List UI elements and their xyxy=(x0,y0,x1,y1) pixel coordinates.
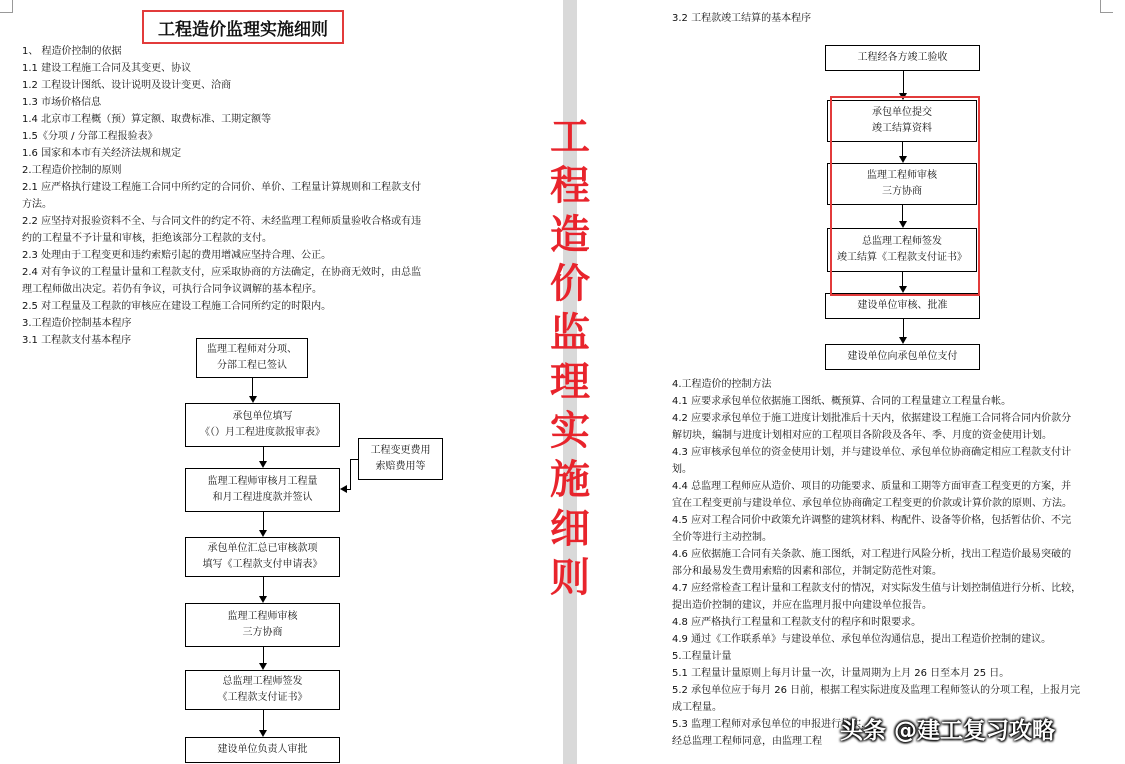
arrow-down-icon xyxy=(259,730,267,737)
flow-connector xyxy=(350,459,351,489)
right-text-body xyxy=(672,376,1122,750)
document-title xyxy=(142,10,344,44)
text-line: 4.7 应经常检查工程计量和工程款支付的情况，对实际发生值与计划控制值进行分析、比较， xyxy=(672,583,1082,594)
flow-step-text: 建设单位向承包单位支付 xyxy=(847,351,958,362)
text-line: 4.4 总监理工程师应从造价、项目的功能要求、质量和工期等方面审查工程变更的方案，并 xyxy=(672,481,1072,492)
text-line: 方法。 xyxy=(22,199,52,210)
flow-step-text: 承包单位提交 xyxy=(872,107,932,118)
flow-step-text: 三方协商 xyxy=(242,627,283,638)
text-line: 1.3 市场价格信息 xyxy=(22,97,102,108)
text-line: 2.2 应坚持对报验资料不全、与合同文件的约定不符、未经监理工程师质量验收合格或有违 xyxy=(22,216,422,227)
left-text-body xyxy=(22,43,522,349)
flow-step-box xyxy=(825,293,980,319)
flow-step-text: 和月工程进度款并签认 xyxy=(212,492,313,503)
section-heading: 3.2 工程款竣工结算的基本程序 xyxy=(672,13,812,24)
flow-connector xyxy=(252,378,253,397)
page-corner-mark xyxy=(0,0,13,13)
text-line: 1.4 北京市工程概（预）算定额、取费标准、工期定额等 xyxy=(22,114,272,125)
arrow-down-icon xyxy=(259,596,267,603)
flow-step-text: 建设单位审核、批准 xyxy=(857,300,948,311)
flow-step-text: 监理工程师审核月工程量 xyxy=(207,476,318,487)
text-line: 3.工程造价控制基本程序 xyxy=(22,318,132,329)
flow-step-box xyxy=(185,468,340,512)
text-line: 5.3 监理工程师对承包单位的申报进行核实， xyxy=(672,719,872,730)
text-line: 1.1 建设工程施工合同及其变更、协议 xyxy=(22,63,192,74)
side-input-text: 索赔费用等 xyxy=(375,461,426,472)
flow-step-text: 《（）月工程进度款报审表》 xyxy=(200,427,325,438)
vertical-title-char: 实 xyxy=(550,407,590,454)
flow-step-box xyxy=(185,403,340,447)
text-line: 2.1 应严格执行建设工程施工合同中所约定的合同价、单价、工程量计算规则和工程款支付 xyxy=(22,182,422,193)
flow-step-box xyxy=(185,670,340,710)
text-line: 划。 xyxy=(672,464,692,475)
flow-step-box xyxy=(185,537,340,577)
flow-step-box xyxy=(185,603,340,647)
text-line: 3.1 工程款支付基本程序 xyxy=(22,335,132,346)
text-line: 1.5《分项 / 分部工程报验表》 xyxy=(22,131,158,142)
flow-step-box xyxy=(825,344,980,370)
text-line: 2.3 处理由于工程变更和违约索赔引起的费用增减应坚持合理、公正。 xyxy=(22,250,332,261)
text-line: 1、 程造价控制的依据 xyxy=(22,46,122,57)
text-line: 4.8 应严格执行工程量和工程款支付的程序和时限要求。 xyxy=(672,617,922,628)
flow-connector xyxy=(347,489,351,490)
watermark: 头条 @建工复习攻略 xyxy=(840,718,1056,744)
vertical-title-char: 工 xyxy=(550,113,590,160)
flow-step-text: 分部工程已签认 xyxy=(217,360,287,371)
text-line: 提出造价控制的建议，并应在监理月报中向建设单位报告。 xyxy=(672,600,932,611)
flow-connector xyxy=(903,71,904,94)
flow-step-text: 承包单位汇总已审核款项 xyxy=(207,543,318,554)
text-line: 成工程量。 xyxy=(672,702,722,713)
text-line: 4.5 应对工程合同价中政策允许调整的建筑材料、构配件、设备等价格，包括暂估价、不完 xyxy=(672,515,1072,526)
flow-step-text: 工程经各方竣工验收 xyxy=(857,52,948,63)
vertical-title-char: 施 xyxy=(550,456,590,503)
flow-step-box xyxy=(185,737,340,763)
vertical-title-char: 监 xyxy=(550,309,590,356)
flow-step-text: 承包单位填写 xyxy=(232,411,293,422)
text-line: 5.工程量计量 xyxy=(672,651,732,662)
vertical-title-char: 理 xyxy=(550,358,590,405)
text-line: 5.1 工程量计量原则上每月计量一次，计量周期为上月 26 日至本月 25 日。 xyxy=(672,668,1010,679)
flow-step-text: 竣工结算《工程款支付证书》 xyxy=(837,252,967,263)
text-line: 2.4 对有争议的工程量计量和工程款支付，应采取协商的方法确定，在协商无效时，由总监 xyxy=(22,267,422,278)
side-input-box xyxy=(358,438,443,480)
arrow-down-icon xyxy=(899,337,907,344)
vertical-title-char: 造 xyxy=(550,211,590,258)
text-line: 宜在工程变更前与建设单位、承包单位协商确定工程变更的价款或计算价款的原则、方法。 xyxy=(672,498,1072,509)
flow-connector xyxy=(263,710,264,731)
arrow-down-icon xyxy=(259,461,267,468)
vertical-title-char: 细 xyxy=(550,505,590,552)
text-line: 5.2 承包单位应于每月 26 日前，根据工程实际进度及监理工程师签认的分项工程，上报月完 xyxy=(672,685,1081,696)
flow-connector xyxy=(263,647,264,664)
arrow-down-icon xyxy=(259,663,267,670)
side-input-text: 工程变更费用 xyxy=(370,445,431,456)
text-line: 4.9 通过《工作联系单》与建设单位、承包单位沟通信息，提出工程造价控制的建议。 xyxy=(672,634,1052,645)
text-line: 4.2 应要求承包单位于施工进度计划批准后十天内，依据建设工程施工合同将合同内价款分 xyxy=(672,413,1072,424)
text-line: 2.5 对工程量及工程款的审核应在建设工程施工合同所约定的时限内。 xyxy=(22,301,332,312)
text-line: 约的工程量不予计量和审核，拒绝该部分工程款的支付。 xyxy=(22,233,272,244)
vertical-title-char: 程 xyxy=(550,162,590,209)
highlight-frame xyxy=(830,96,980,296)
text-line: 2.工程造价控制的原则 xyxy=(22,165,122,176)
text-line: 部分和最易发生费用索赔的因素和部位，并制定防范性对策。 xyxy=(672,566,942,577)
text-line: 4.3 应审核承包单位的资金使用计划，并与建设单位、承包单位协商确定相应工程款支付计 xyxy=(672,447,1072,458)
text-line: 4.1 应要求承包单位依据施工图纸、概预算、合同的工程量建立工程量台帐。 xyxy=(672,396,1012,407)
flow-step-box xyxy=(825,45,980,71)
flow-step-text: 监理工程师对分项、 xyxy=(207,344,297,355)
flow-step-text: 《工程款支付证书》 xyxy=(217,692,308,703)
flow-step-text: 三方协商 xyxy=(882,186,922,197)
text-line: 经总监理工程师同意，由监理工程 xyxy=(672,736,822,747)
flow-step-text: 建设单位负责人审批 xyxy=(217,744,308,755)
text-line: 4.工程造价的控制方法 xyxy=(672,379,772,390)
text-line: 理工程师做出决定。若仍有争议，可执行合同争议调解的基本程序。 xyxy=(22,284,322,295)
document-title-text: 工程造价监理实施细则 xyxy=(158,19,328,40)
vertical-title-char: 价 xyxy=(550,260,590,307)
flow-connector xyxy=(263,577,264,597)
vertical-title xyxy=(540,112,600,602)
text-line: 解切块，编制与进度计划相对应的工程项目各阶段及各年、季、月度的资金使用计划。 xyxy=(672,430,1052,441)
arrow-down-icon xyxy=(259,530,267,537)
arrow-down-icon xyxy=(249,396,257,403)
text-line: 全价等进行主动控制。 xyxy=(672,532,772,543)
flow-connector xyxy=(263,512,264,531)
flow-step-text: 填写《工程款支付申请表》 xyxy=(202,559,323,570)
flow-connector xyxy=(903,319,904,338)
flow-step-text: 监理工程师审核 xyxy=(867,170,937,181)
page-corner-mark xyxy=(1100,0,1113,13)
vertical-title-char: 则 xyxy=(550,554,590,601)
arrow-left-icon xyxy=(340,485,347,493)
flow-step-text: 总监理工程师签发 xyxy=(862,236,942,247)
flow-step-box xyxy=(196,338,308,378)
flow-connector xyxy=(263,447,264,462)
text-line: 4.6 应依据施工合同有关条款、施工图纸，对工程进行风险分析，找出工程造价最易突破的 xyxy=(672,549,1072,560)
right-document-page xyxy=(577,0,1125,764)
flow-connector xyxy=(350,459,358,460)
flow-step-text: 总监理工程师签发 xyxy=(222,676,303,687)
text-line: 1.6 国家和本市有关经济法规和规定 xyxy=(22,148,182,159)
flow-step-text: 监理工程师审核 xyxy=(227,611,298,622)
flow-step-text: 竣工结算资料 xyxy=(872,123,932,134)
right-heading xyxy=(672,10,811,27)
text-line: 1.2 工程设计图纸、设计说明及设计变更、洽商 xyxy=(22,80,232,91)
